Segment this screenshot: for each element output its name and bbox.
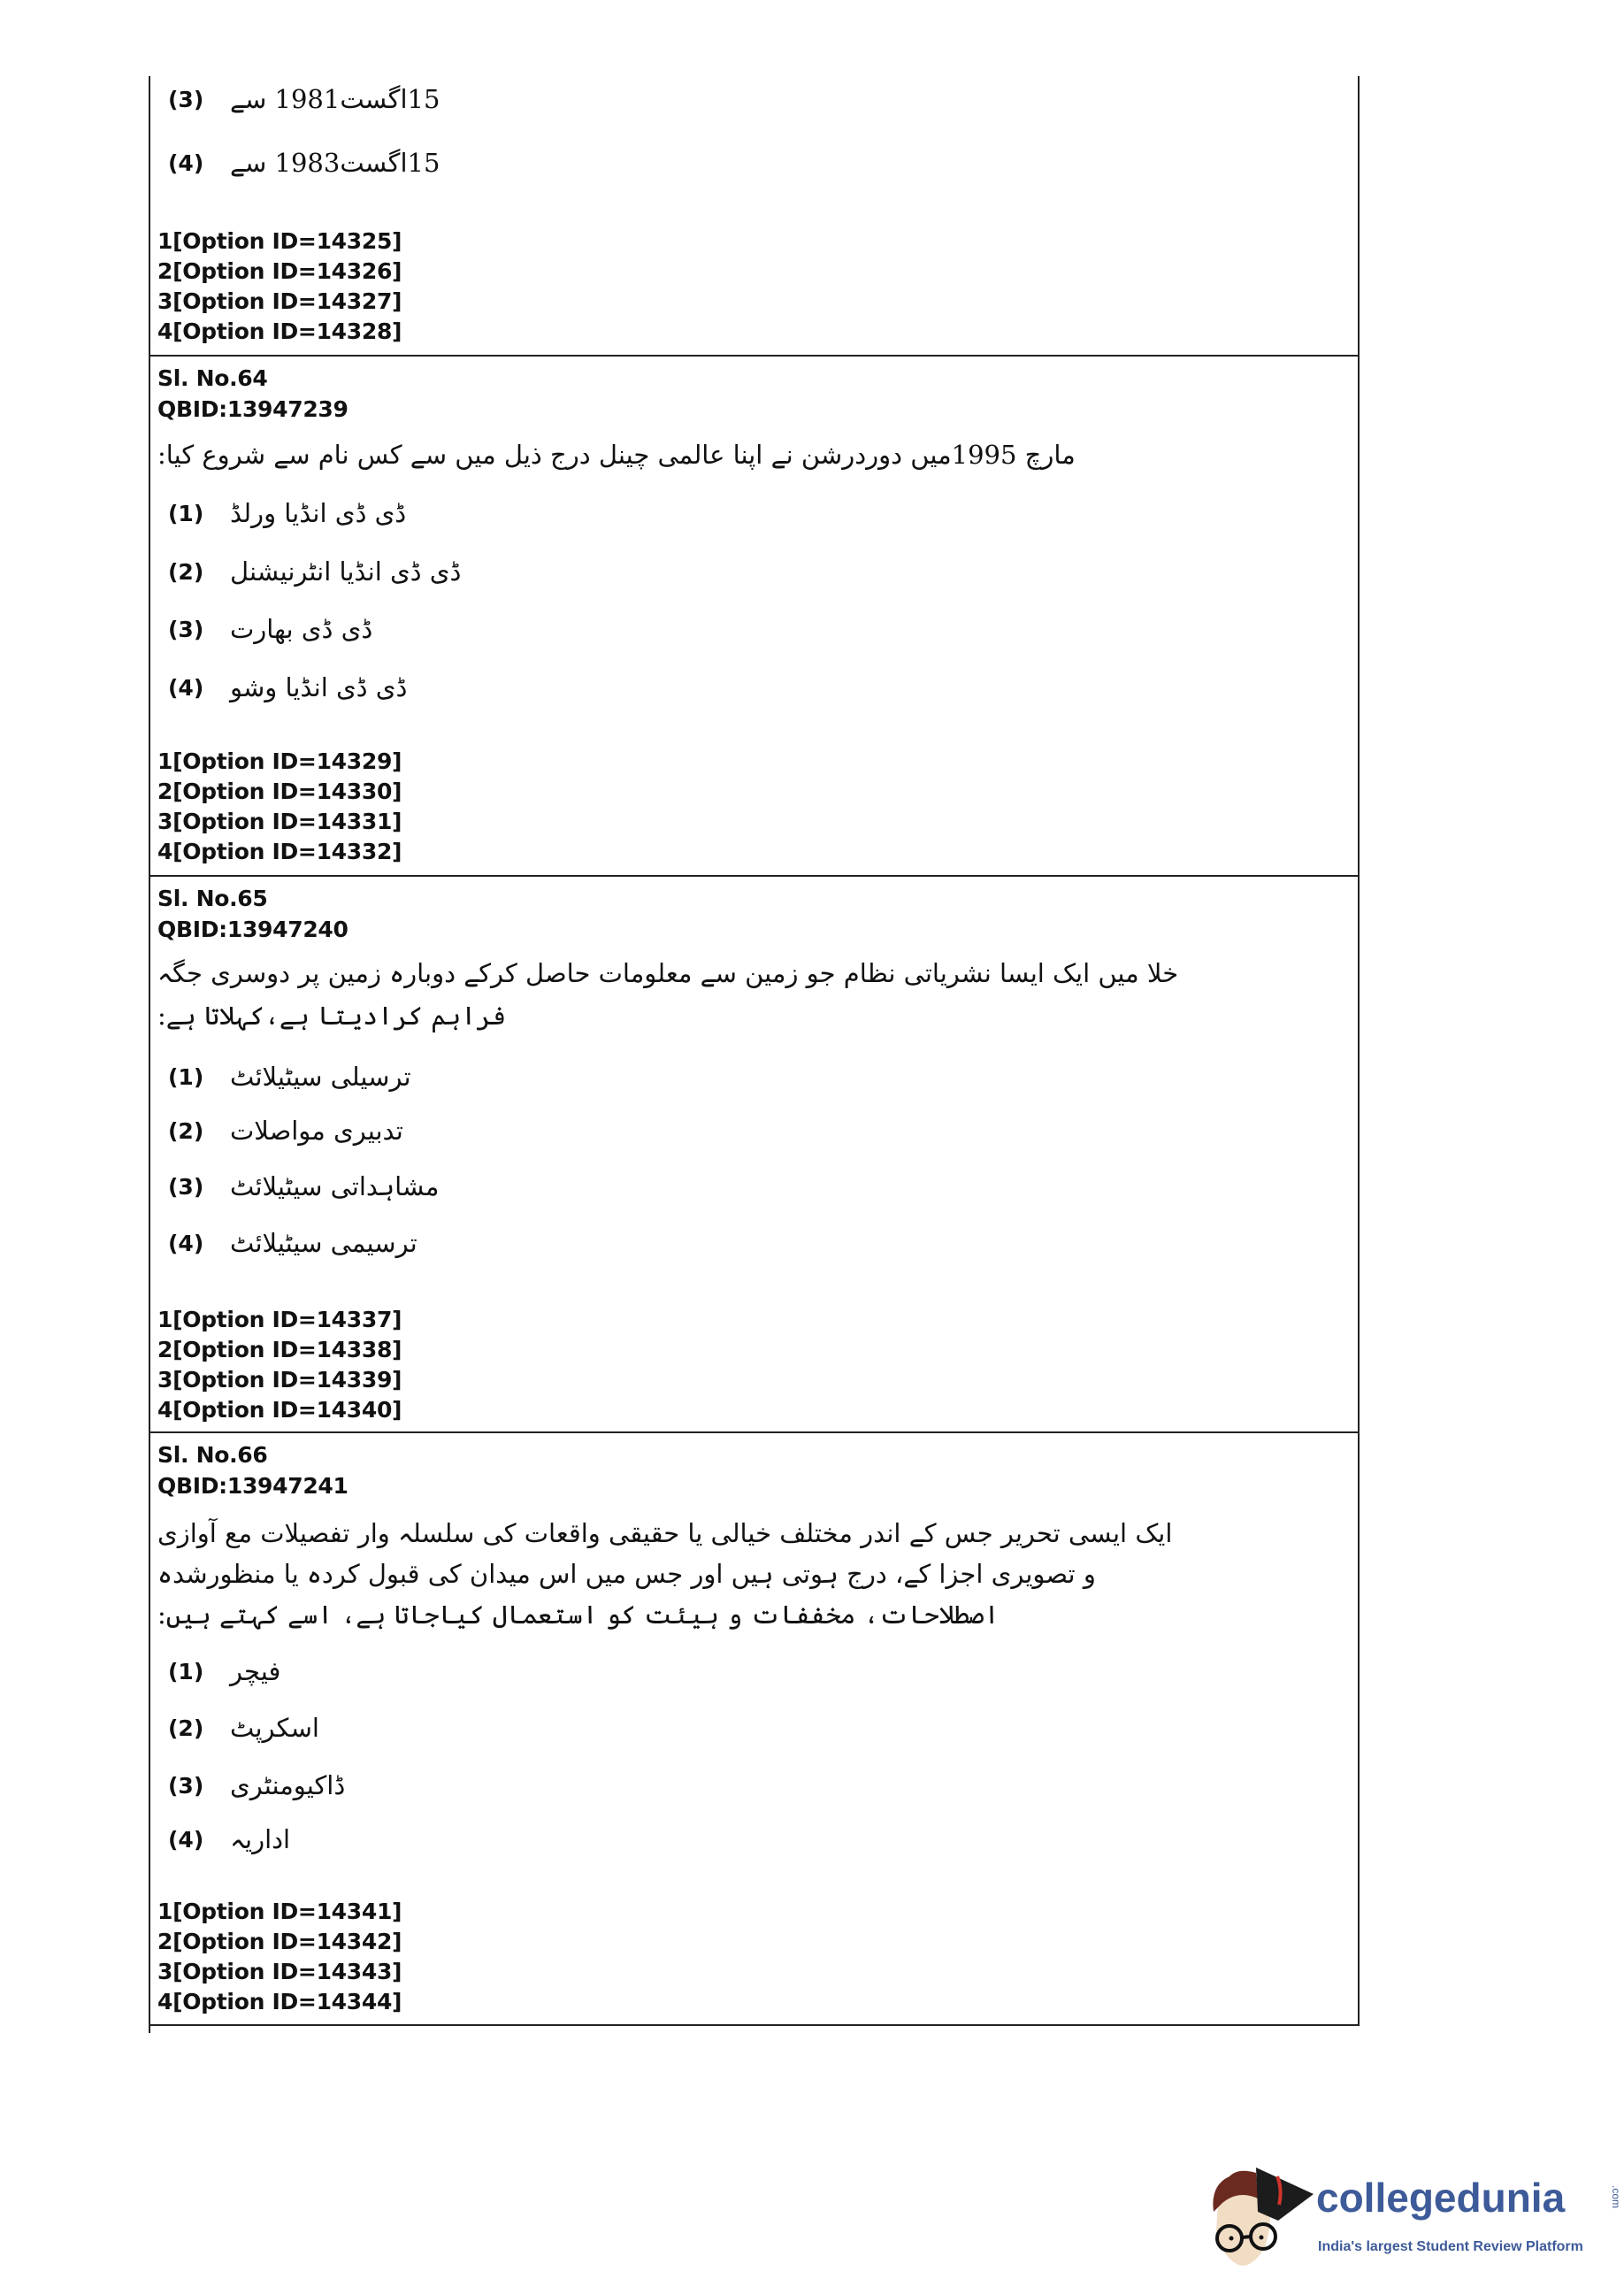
option-1	[168, 1057, 411, 1096]
question-text-line: اصطلاحات، مخففات و ہیئت کو استعمال کیاجاتا ہے، اسے کہتے ہیں:	[157, 1600, 1000, 1630]
option-3	[168, 610, 372, 648]
question-text-line: فراہم کرادیتا ہے،کہلاتا ہے:	[157, 1001, 507, 1031]
option-id: 4[Option ID=14328]	[157, 318, 402, 344]
option-text: ترسیلی سیٹیلائٹ	[230, 1062, 411, 1092]
brand-suffix: .com	[1610, 2185, 1622, 2209]
row-divider	[149, 2024, 1360, 2026]
brand-tagline: India's largest Student Review Platform	[1318, 2239, 1583, 2254]
option-id: 1[Option ID=14341]	[157, 1899, 402, 1924]
option-id: 2[Option ID=14330]	[157, 779, 402, 804]
option-id: 2[Option ID=14342]	[157, 1929, 402, 1954]
option-number: (3)	[168, 616, 204, 642]
brand-name: collegedunia	[1316, 2175, 1566, 2221]
option-id: 1[Option ID=14325]	[157, 228, 402, 254]
option-id: 1[Option ID=14329]	[157, 748, 402, 774]
row-divider	[149, 355, 1360, 357]
option-text: ڈی ڈی انڈیا ورلڈ	[230, 498, 407, 528]
option-id: 4[Option ID=14344]	[157, 1989, 402, 2014]
option-number: (4)	[168, 674, 204, 701]
option-3	[168, 1167, 439, 1206]
option-id: 3[Option ID=14339]	[157, 1367, 402, 1393]
option-2	[168, 1111, 403, 1150]
option-number: (4)	[168, 150, 204, 176]
option-number: (2)	[168, 1117, 204, 1144]
option-number: (4)	[168, 1230, 204, 1256]
option-3	[168, 1766, 345, 1805]
option-id: 3[Option ID=14331]	[157, 809, 402, 834]
option-2	[168, 552, 461, 591]
option-4	[168, 668, 407, 707]
option-number: (4)	[168, 1826, 204, 1853]
option-text: 15اگست1983 سے	[230, 148, 440, 178]
option-4	[168, 143, 440, 182]
option-text: ڈی ڈی انڈیا وشو	[230, 672, 408, 702]
option-id: 3[Option ID=14327]	[157, 288, 402, 314]
option-text: ترسیمی سیٹیلائٹ	[230, 1228, 417, 1258]
qbid: QBID:13947241	[157, 1473, 349, 1499]
option-id: 2[Option ID=14326]	[157, 258, 402, 284]
option-number: (2)	[168, 1715, 204, 1741]
option-text: 15اگست1981 سے	[230, 84, 440, 114]
collegedunia-logo	[1203, 2150, 1624, 2274]
option-number: (1)	[168, 1063, 204, 1090]
option-1	[168, 1652, 280, 1691]
question-text-line: مارچ 1995میں دوردرشن نے اپنا عالمی چینل درج ذیل میں سے کس نام سے شروع کیا:	[157, 440, 1076, 470]
option-id: 4[Option ID=14340]	[157, 1397, 402, 1423]
option-text: مشاہداتی سیٹیلائٹ	[230, 1171, 440, 1201]
table-right-border	[1358, 76, 1360, 2026]
table-left-border	[149, 76, 150, 2033]
option-1	[168, 494, 406, 533]
mascot-icon	[1203, 2150, 1318, 2274]
row-divider	[149, 1431, 1360, 1433]
question-text-line: خلا میں ایک ایسا نشریاتی نظام جو زمین سے معلومات حاصل کرکے دوبارہ زمین پر دوسری جگہ	[157, 958, 1179, 988]
option-number: (1)	[168, 500, 204, 526]
question-text-line: ایک ایسی تحریر جس کے اندر مختلف خیالی یا حقیقی واقعات کی سلسلہ وار تفصیلات مع آوازی	[157, 1518, 1173, 1548]
question-text-line: و تصویری اجزا کے، درج ہوتی ہیں اور جس میں اس میدان کی قبول کردہ یا منظورشدہ	[157, 1559, 1096, 1589]
option-number: (3)	[168, 86, 204, 112]
option-id: 1[Option ID=14337]	[157, 1307, 402, 1332]
serial-number: Sl. No.66	[157, 1442, 268, 1468]
option-text: فیچر	[230, 1656, 281, 1686]
option-text: اداریہ	[230, 1824, 291, 1854]
serial-number: Sl. No.64	[157, 365, 268, 391]
option-number: (1)	[168, 1658, 204, 1684]
qbid: QBID:13947239	[157, 396, 349, 422]
option-4	[168, 1224, 417, 1262]
row-divider	[149, 875, 1360, 877]
option-id: 2[Option ID=14338]	[157, 1337, 402, 1362]
option-text: ڈی ڈی انڈیا انٹرنیشنل	[230, 556, 462, 587]
option-2	[168, 1708, 319, 1747]
qbid: QBID:13947240	[157, 917, 349, 942]
option-number: (3)	[168, 1772, 204, 1799]
serial-number: Sl. No.65	[157, 886, 268, 911]
option-id: 4[Option ID=14332]	[157, 839, 402, 864]
option-id: 3[Option ID=14343]	[157, 1959, 402, 1984]
option-3	[168, 80, 440, 119]
option-text: ڈی ڈی بھارت	[230, 614, 373, 644]
option-number: (3)	[168, 1173, 204, 1200]
option-text: تدبیری مواصلات	[230, 1116, 403, 1146]
option-text: اسکرپٹ	[230, 1713, 319, 1743]
option-4	[168, 1820, 290, 1859]
option-text: ڈاکیومنٹری	[230, 1770, 346, 1800]
option-number: (2)	[168, 558, 204, 585]
